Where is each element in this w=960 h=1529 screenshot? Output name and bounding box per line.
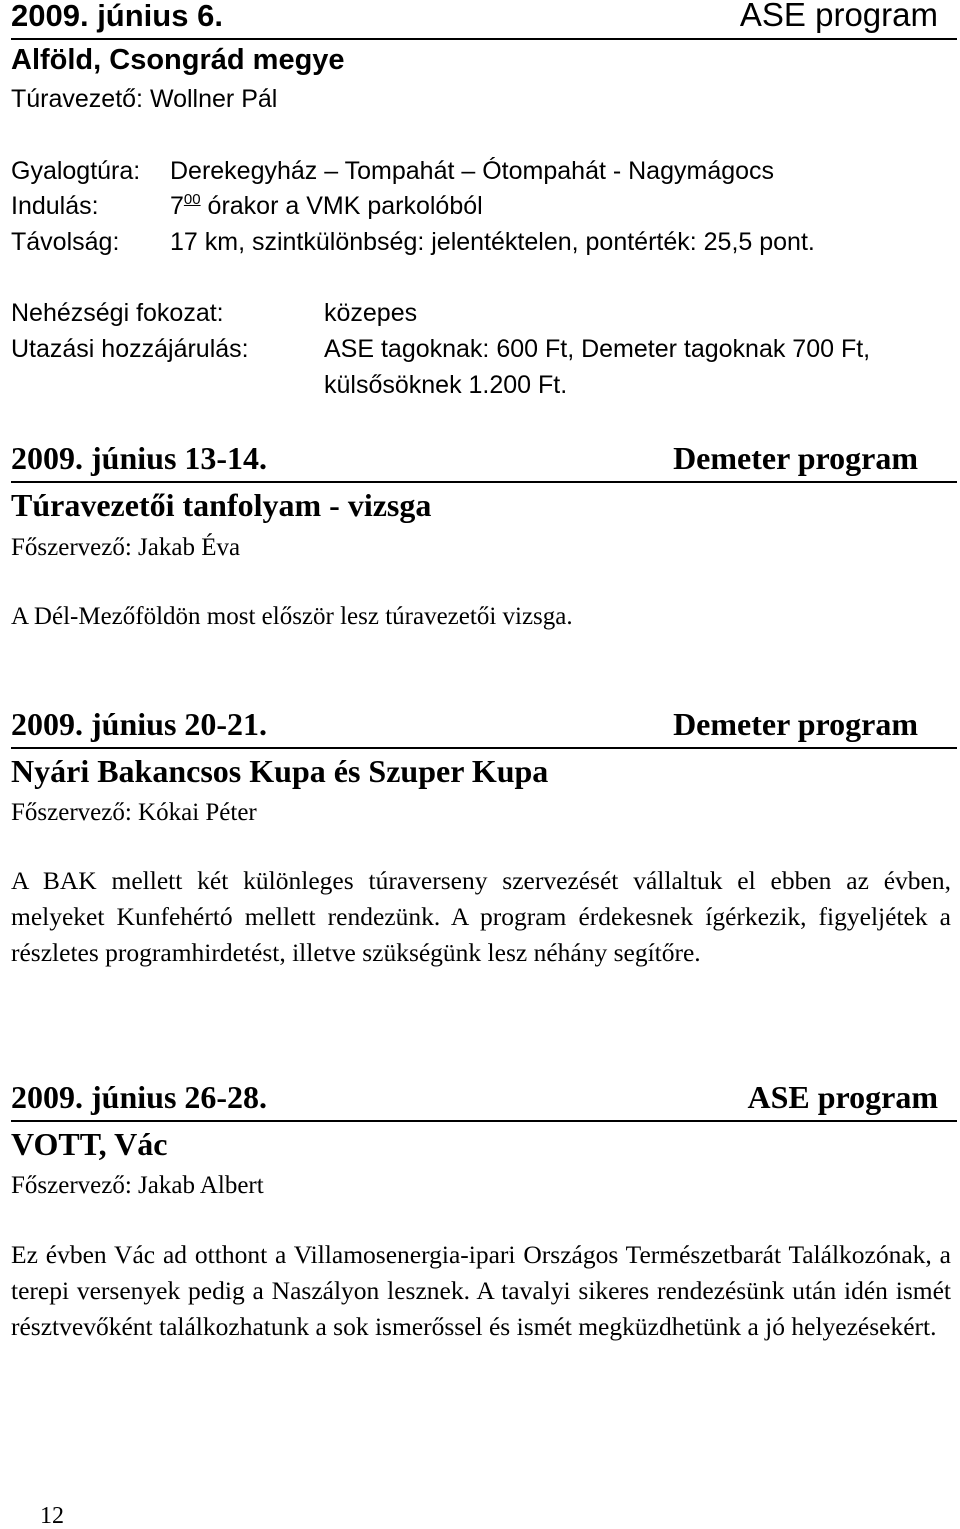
section-1-date: 2009. június 6. [11, 0, 223, 33]
section-2-date: 2009. június 13-14. [11, 440, 268, 476]
section-1-leader: Túravezető: Wollner Pál [11, 85, 278, 113]
section-4-title: VOTT, Vác [11, 1126, 168, 1162]
section-3-leader: Főszervező: Kókai Péter [11, 799, 257, 826]
distance-value: 17 km, szintkülönbség: jelentéktelen, pontérték: 25,5 pont. [170, 228, 815, 256]
start-rest: órakor a VMK parkolóból [207, 192, 483, 220]
section-4-divider [11, 1120, 957, 1122]
section-3-program: Demeter program [673, 706, 918, 742]
start-label: Indulás: [11, 192, 99, 220]
fee-value-line2: külsősöknek 1.200 Ft. [324, 371, 568, 399]
section-2-text: A Dél-Mezőföldön most először lesz túravezetői vizsga. [11, 603, 573, 630]
fee-value-line1: ASE tagoknak: 600 Ft, Demeter tagoknak 700 Ft, [324, 335, 871, 363]
section-2-divider [11, 481, 957, 483]
section-3-divider [11, 747, 957, 749]
section-1-program: ASE program [739, 0, 938, 33]
start-hour: 7 [170, 192, 184, 220]
section-4-text: Ez évben Vác ad otthont a Villamosenergia-ipari Országos Természetbarát Találkozónak, a terepi versenyek pedig a Naszályon lesznek. A tavalyi sikeres rendezésünk után idén ismét résztvevőként találkozhatunk a sok ismerőssel és ismét megküzdhetünk a jó helyezésekért. [11, 1240, 951, 1341]
page-number: 12 [40, 1503, 64, 1529]
section-1-divider [11, 38, 957, 40]
fee-label: Utazási hozzájárulás: [11, 335, 249, 363]
section-4-program: ASE program [747, 1079, 938, 1115]
start-value [170, 191, 483, 225]
difficulty-label: Nehézségi fokozat: [11, 299, 224, 327]
section-2-title: Túravezetői tanfolyam - vizsga [11, 487, 432, 523]
start-minute: 00 [183, 191, 201, 208]
section-2-program: Demeter program [673, 440, 918, 476]
section-4-date: 2009. június 26-28. [11, 1079, 268, 1115]
distance-label: Távolság: [11, 228, 120, 256]
route-value: Derekegyház – Tompahát – Ótompahát - Nagymágocs [170, 157, 775, 185]
section-4-leader: Főszervező: Jakab Albert [11, 1172, 264, 1199]
section-2-leader: Főszervező: Jakab Éva [11, 534, 241, 561]
section-1-title: Alföld, Csongrád megye [11, 44, 345, 76]
route-label: Gyalogtúra: [11, 157, 141, 185]
section-3-date: 2009. június 20-21. [11, 706, 268, 742]
difficulty-value: közepes [324, 299, 418, 327]
section-3-title: Nyári Bakancsos Kupa és Szuper Kupa [11, 753, 549, 789]
section-3-text: A BAK mellett két különleges túraverseny szervezését vállaltuk el ebben az évben, melyeket Kunfehértó mellett rendezünk. A program érdekesnek ígérkezik, figyeljétek a részletes programhirdetést, illetve szükségünk lesz néhány segítőre. [11, 866, 951, 967]
